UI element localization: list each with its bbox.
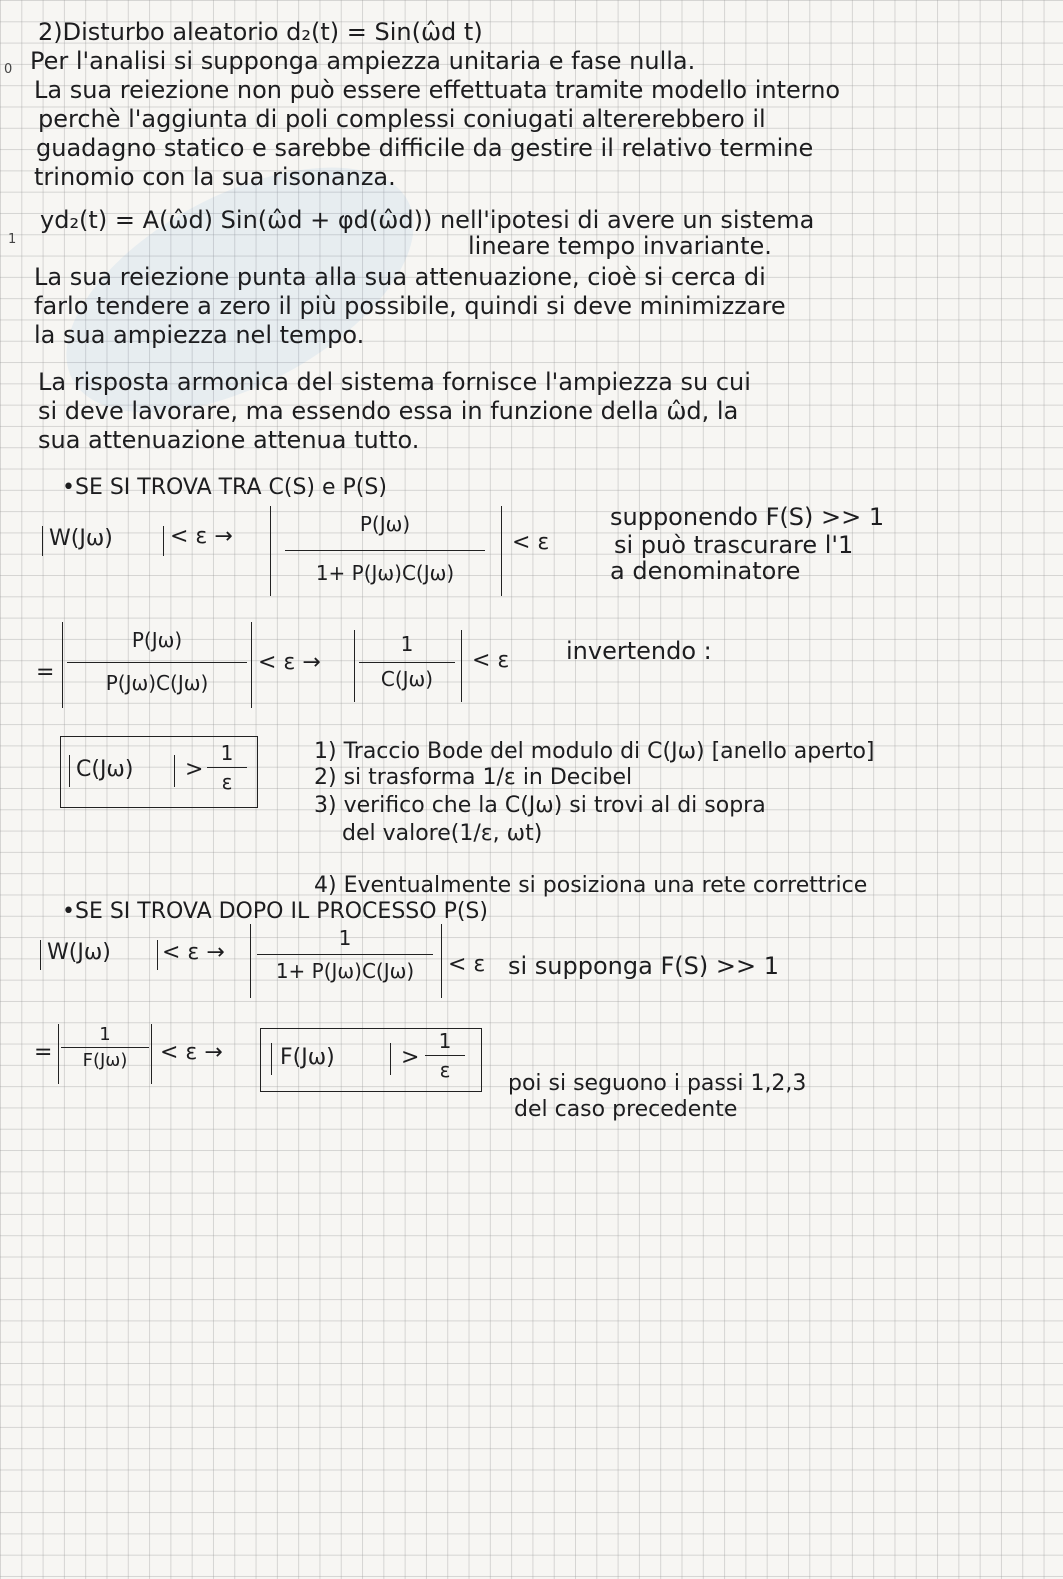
section3-line-1: La risposta armonica del sistema fornisce l'ampiezza su cui <box>38 368 751 396</box>
case2-lhs-rel: < ε → <box>162 940 225 965</box>
section-title: 2)Disturbo aleatorio d₂(t) = Sin(ω̂d t) <box>38 18 483 46</box>
section1-line-5: trinomio con la sua risonanza. <box>34 163 396 191</box>
case2-boxed-fraction <box>425 1029 465 1082</box>
case1-boxed-abs <box>69 755 175 787</box>
case1-lhs: W(Jω) <box>49 526 113 551</box>
case2-rel1: < ε <box>448 952 486 977</box>
case2-abs-lhs <box>40 940 158 970</box>
case2-eq2-prefix: = <box>34 1040 53 1065</box>
case1-boxed-bar <box>207 767 247 768</box>
case1-eq2-abs <box>62 622 252 708</box>
case1-invert: invertendo : <box>566 637 712 665</box>
case2-boxed-result <box>260 1028 482 1092</box>
case2-frac-den: 1+ P(Jω)C(Jω) <box>275 959 415 983</box>
section3-line-2: si deve lavorare, ma essendo essa in funzione della ω̂d, la <box>38 397 739 425</box>
case1-step-2: 2) si trasforma 1/ε in Decibel <box>314 765 633 790</box>
case1-boxed-num: 1 <box>220 741 234 765</box>
case1-eq2b-bar <box>359 662 455 663</box>
case1-step-1: 1) Traccio Bode del modulo di C(Jω) [anello aperto] <box>314 739 875 764</box>
section2-formula-cont: lineare tempo invariante. <box>468 232 772 260</box>
case2-lhs: W(Jω) <box>47 940 111 965</box>
case1-boxed-den: ε <box>221 770 233 794</box>
margin-mark-1: 1 <box>8 232 17 247</box>
case1-frac-num: P(Jω) <box>359 512 411 536</box>
case1-boxed-result <box>60 736 258 808</box>
case1-boxed-rel: > <box>185 757 204 782</box>
case1-note-2: si può trascurare l'1 <box>614 531 854 559</box>
case1-eq2-num: P(Jω) <box>131 628 183 652</box>
case2-boxed-abs <box>271 1043 391 1075</box>
case1-abs-frac <box>270 506 502 596</box>
case2-abs-frac <box>250 924 442 998</box>
case2-frac-num: 1 <box>338 926 352 950</box>
section1-line-2: La sua reiezione non può essere effettuata tramite modello interno <box>34 76 841 104</box>
section1-line-1: Per l'analisi si supponga ampiezza unitaria e fase nulla. <box>30 47 696 75</box>
case2-boxed-rel: > <box>401 1045 420 1070</box>
case2-eq2-bar <box>61 1047 149 1048</box>
case2-boxed-den: ε <box>439 1058 451 1082</box>
case1-eq2b-abs <box>354 630 462 702</box>
case2-note: si supponga F(S) >> 1 <box>508 952 779 980</box>
section1-line-4: guadagno statico e sarebbe difficile da gestire il relativo termine <box>36 134 814 162</box>
case1-frac-bar <box>285 550 485 551</box>
case2-follow-2: del caso precedente <box>514 1097 738 1122</box>
case1-eq2b-rel: < ε <box>472 648 510 673</box>
case1-abs-lhs <box>42 526 164 556</box>
case2-boxed-num: 1 <box>438 1029 452 1053</box>
case2-eq2-rel: < ε → <box>160 1040 223 1065</box>
case1-heading: •SE SI TROVA TRA C(S) e P(S) <box>62 475 387 500</box>
case2-fraction <box>257 926 433 983</box>
case1-fraction <box>285 512 485 585</box>
section3-line-3: sua attenuazione attenua tutto. <box>38 426 420 454</box>
case1-step-4: 4) Eventualmente si posiziona una rete correttrice <box>314 873 868 898</box>
case1-eq2b-den: C(Jω) <box>380 667 434 691</box>
section2-line-1: La sua reiezione punta alla sua attenuazione, cioè si cerca di <box>34 263 766 291</box>
case2-boxed-bar <box>425 1055 465 1056</box>
case2-eq2-num: 1 <box>99 1024 111 1045</box>
margin-mark-0: 0 <box>4 62 13 77</box>
case1-step-3-cont: del valore(1/ε, ωt) <box>342 821 543 846</box>
case2-boxed-lhs: F(Jω) <box>280 1045 335 1070</box>
case1-eq2b-num: 1 <box>400 632 414 656</box>
case2-eq2-abs <box>58 1024 152 1084</box>
case2-eq2-fraction <box>61 1024 149 1071</box>
case1-eq2b-fraction <box>359 632 455 691</box>
case2-follow-1: poi si seguono i passi 1,2,3 <box>508 1071 807 1096</box>
case1-lhs-rel: < ε → <box>170 524 233 549</box>
case1-rel1: < ε <box>512 530 550 555</box>
case1-eq2-prefix: = <box>36 660 55 685</box>
case1-boxed-lhs: C(Jω) <box>76 757 134 782</box>
case1-step-3: 3) verifico che la C(Jω) si trovi al di sopra <box>314 793 766 818</box>
case1-eq2-den: P(Jω)C(Jω) <box>105 671 209 695</box>
section2-line-3: la sua ampiezza nel tempo. <box>34 321 365 349</box>
case1-boxed-fraction <box>207 741 247 794</box>
case1-eq2-fraction <box>67 628 247 695</box>
case1-eq2-rel: < ε → <box>258 650 321 675</box>
section2-line-2: farlo tendere a zero il più possibile, quindi si deve minimizzare <box>34 292 786 320</box>
section2-formula: yd₂(t) = A(ω̂d) Sin(ω̂d + φd(ω̂d)) nell'ipotesi di avere un sistema <box>40 206 815 234</box>
case2-frac-bar <box>257 954 433 955</box>
case1-note-1: supponendo F(S) >> 1 <box>610 503 885 531</box>
case1-frac-den: 1+ P(Jω)C(Jω) <box>315 561 455 585</box>
case1-eq2-bar <box>67 662 247 663</box>
case2-eq2-den: F(Jω) <box>82 1050 128 1071</box>
case2-heading: •SE SI TROVA DOPO IL PROCESSO P(S) <box>62 899 488 924</box>
case1-note-3: a denominatore <box>610 557 801 585</box>
section1-line-3: perchè l'aggiunta di poli complessi coniugati altererebbero il <box>38 105 766 133</box>
